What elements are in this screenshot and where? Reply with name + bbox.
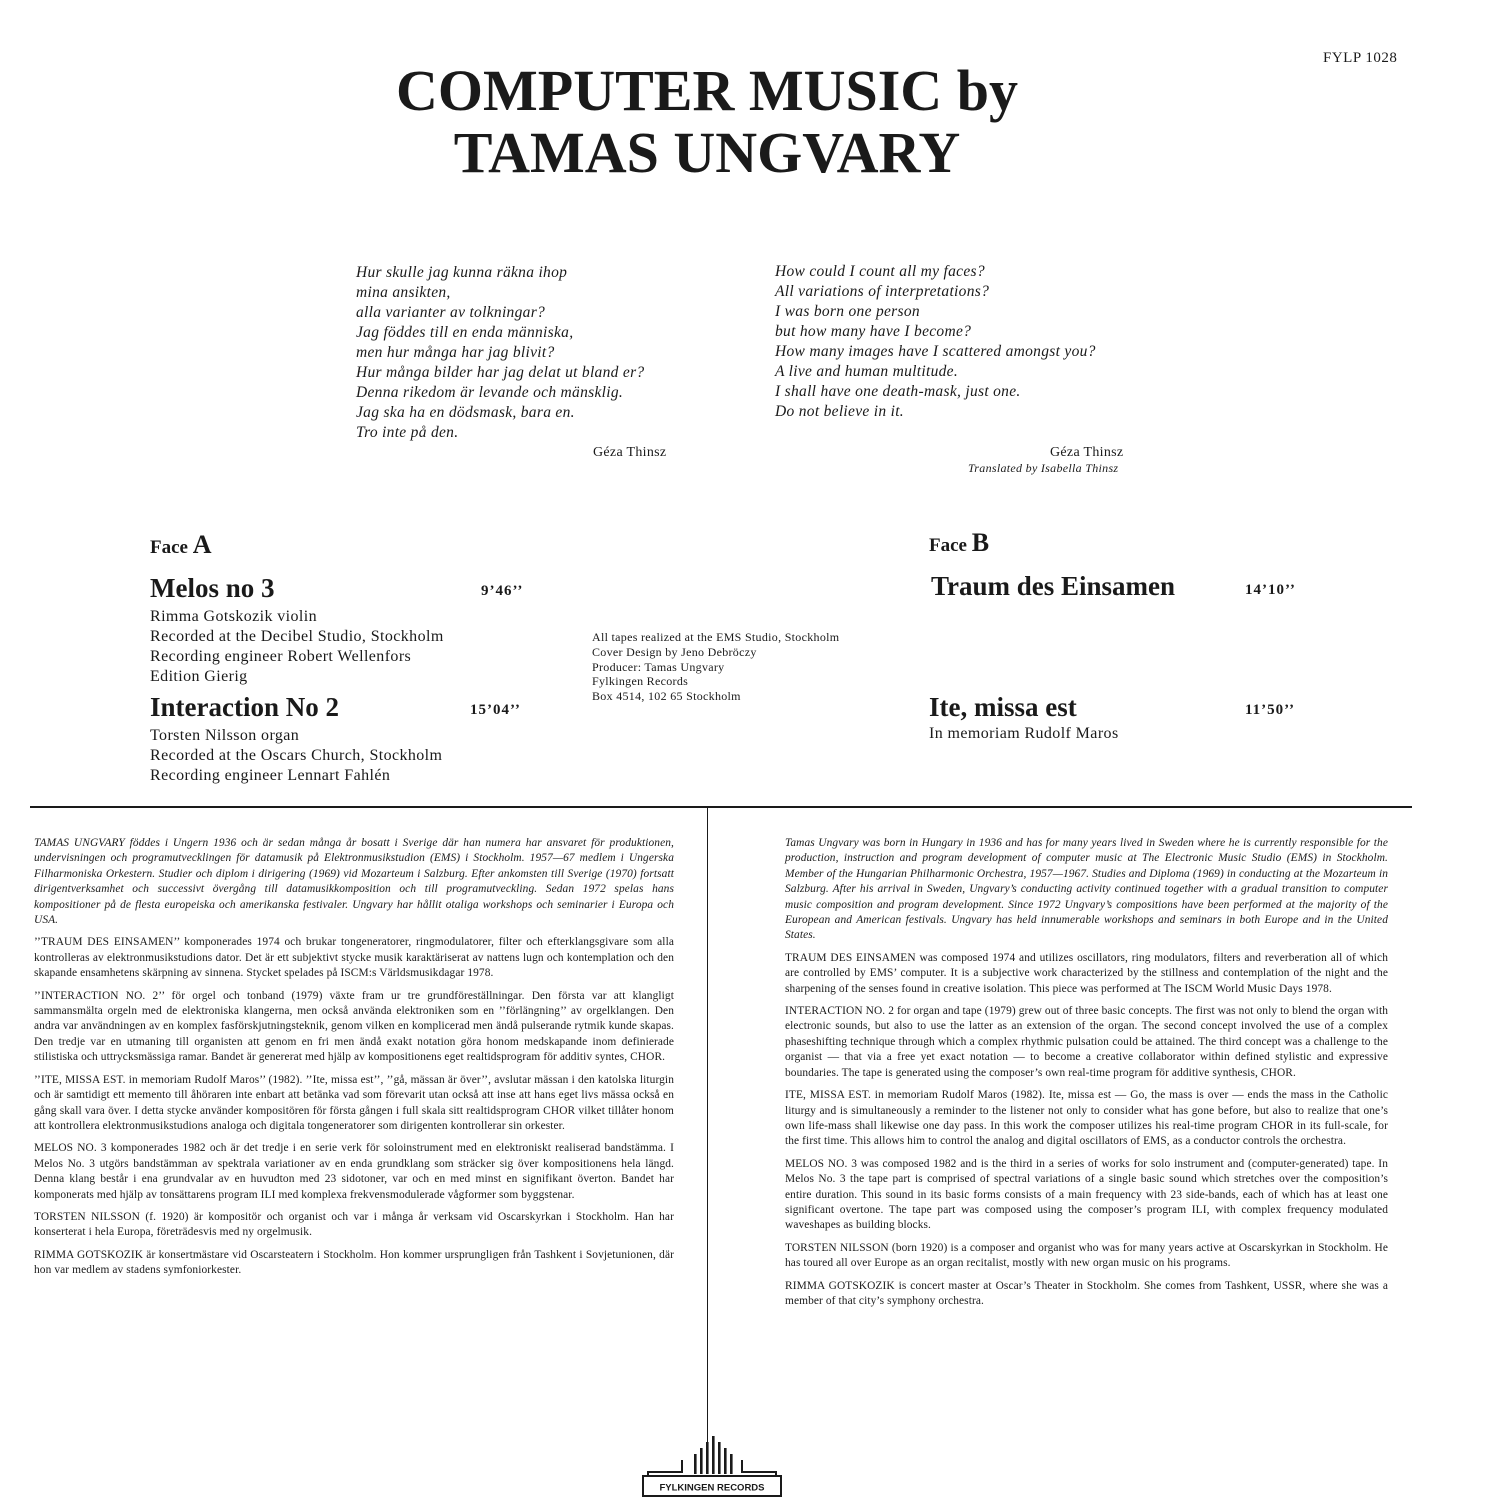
track-duration-melos: 9’46’’ [481, 583, 524, 599]
poem-line: Hur skulle jag kunna räkna ihop [356, 264, 568, 281]
horizontal-divider [30, 806, 1412, 808]
poem-line: alla varianter av tolkningar? [356, 304, 546, 321]
poem-line: Jag föddes till en enda människa, [356, 324, 574, 341]
face-letter: B [971, 528, 990, 557]
poem-translator: Translated by Isabella Thinsz [968, 461, 1119, 475]
production-line: Fylkingen Records [592, 674, 689, 689]
album-title [0, 60, 1414, 184]
poem-line: Denna rikedom är levande och mänsklig. [356, 384, 624, 401]
notes-paragraph: ’’INTERACTION NO. 2’’ för orgel och tonband (1979) växte fram ur tre grundföreställningar. Den första var att klangligt sammansmälta orgeln med de elektroniska klangerna, men också använda elektroniken som en ’’förlängning’’ av orgelklangen. Den andra var användningen av en komplex fasförskjutningsteknik, genom vilken en komplicerad men ändå pulserande rytmik kunde skapas. Den tredje var en utmaning till organisten att genom en fri men ändå exakt notation göra honom medskapande inom definierade stilistiska och uttrycksmässiga ramar. Bandet är genererat med hjälp av kompositionens eget realtidsprogram för additiv syntes, CHOR. [34, 989, 674, 1064]
production-line: Producer: Tamas Ungvary [592, 659, 725, 674]
credit-line: Recorded at the Decibel Studio, Stockholm [150, 628, 444, 645]
track-title-ite: Ite, missa est [929, 692, 1077, 722]
production-credits [592, 630, 839, 704]
poem-swedish [356, 263, 644, 443]
face-label: Face [150, 537, 188, 558]
face-a-heading [150, 530, 212, 560]
notes-paragraph: RIMMA GOTSKOZIK är konsertmästare vid Oscarsteatern i Stockholm. Hon kommer ursprungligen från Tashkent i Sovjetunionen, där hon var medlem av stadens symfoniorkester. [34, 1248, 674, 1277]
production-line: Box 4514, 102 65 Stockholm [592, 689, 741, 704]
poem-line: A live and human multitude. [775, 363, 959, 380]
notes-paragraph: ’’TRAUM DES EINSAMEN’’ komponerades 1974 och brukar tongeneratorer, ringmodulatorer, filter och efterklangsgivare som alla kontrolleras av elektronmusikstudions dator. Det är ett subjektivt stycke musik karaktäriserat av nattens lugn och kontemplation och den skapande ensamhetens skärpning av sinnena. Stycket spelades på ISCM:s Världsmusikdagar 1978. [34, 936, 674, 980]
face-label: Face [929, 535, 967, 556]
notes-paragraph: TORSTEN NILSSON (born 1920) is a composer and organist who was for many years active at Oscarskyrkan in Stockholm. He has toured all over Europe as an organ recitalist, mostly with new organ music on his programs. [785, 1241, 1388, 1270]
liner-notes-english [785, 836, 1388, 1316]
poem-author-swedish: Géza Thinsz [593, 445, 667, 460]
credit-line: Edition Gierig [150, 668, 248, 685]
track-title-traum: Traum des Einsamen [931, 571, 1176, 601]
notes-paragraph: Tamas Ungvary was born in Hungary in 1936 and has for many years lived in Sweden where he is currently responsible for the production, instruction and program development of computer music at The Electronic Music Studio (EMS) in Stockholm. Member of the Hungarian Philharmonic Orchestra, 1957—1967. Studies and Diploma (1969) in conducting at the Mozarteum in Salzburg. After his arrival in Sweden, Ungvary’s conducting activity continued together with a gradual transition to computer music composition and program development. Since 1972 Ungvary’s compositions have been performed at the majority of the European and American festivals. Ungvary has held innumerable workshops and seminars in both Europe and in the United States. [785, 837, 1388, 942]
poem-line: Jag ska ha en dödsmask, bara en. [356, 404, 575, 421]
production-line: All tapes realized at the EMS Studio, Stockholm [592, 630, 840, 644]
notes-paragraph: MELOS NO. 3 komponerades 1982 och är det tredje i en serie verk för soloinstrument med en elektroniskt realiserad bandstämma. I Melos No. 3 utgörs bandstämman av spektrala variationer av en enda grundklang som sträcker sig över kompositionens hela längd. Denna klang består i ena grundvalar av en huvudton med 23 sidotoner, var och en med minst en signifikant överton. Bandet har komponerats med hjälp av tonsättarens program ILI med komplexa frekvensmodulerade vågformer som byggstenar. [34, 1142, 674, 1201]
track-credits-melos [150, 607, 444, 687]
notes-paragraph: TAMAS UNGVARY föddes i Ungern 1936 och är sedan många år bosatt i Sverige där han numera har ansvaret för produktionen, undervisningen och programutvecklingen för datamusik på Elektronmusikstudion (EMS) i Stockholm. 1957—67 medlem i Ungerska Filharmoniska Orkestern. Studier och diplom i dirigering (1969) vid Mozarteum i Salzburg. Efter ankomsten till Sverige (1970) fortsatt dirigentverksamhet och successivt övergång till datamusikkomposition och till programutveckling. Sedan 1972 spelas hans kompositioner på de flesta europeiska och amerikanska festivaler. Ungvary har hållit otaliga workshops och seminarier i Europa och USA. [34, 837, 674, 927]
track-title-melos: Melos no 3 [150, 573, 275, 603]
poem-line: How many images have I scattered amongst you? [775, 343, 1096, 360]
album-title-line-1: COMPUTER MUSIC by [396, 58, 1018, 123]
track-credits-ite [929, 724, 1119, 744]
notes-paragraph: TRAUM DES EINSAMEN was composed 1974 and utilizes oscillators, ring modulators, filters and reverberation all of which are controlled by EMS’ computer. It is a subjective work characterized by the stillness and contemplation of the night and the sharpening of the senses found in creative isolation. This piece was performed at The ISCM World Music Days 1978. [785, 951, 1388, 995]
fylkingen-records-logo [642, 1436, 782, 1500]
poem-line: mina ansikten, [356, 284, 451, 301]
credit-line: Rimma Gotskozik violin [150, 608, 318, 625]
poem-author-english: Géza Thinsz [1050, 445, 1124, 460]
notes-paragraph: ’’ITE, MISSA EST. in memoriam Rudolf Maros’’ (1982). ’’Ite, missa est’’, ’’gå, mässan är över’’, avslutar mässan i den katolska liturgin och är samtidigt ett memento till åhöraren inte enbart att betänka vad som förevarit utan också att inse att hans eget livs mässa också en gång skall vara över. I detta stycke använder kompositören för första gången i full skala sitt realtidsprogram CHOR vilket tillåter honom att kontrollera elektronmusikstudions analoga och digitala tongeneratorer som dirigenten kontrollerar sin orkester. [34, 1073, 674, 1132]
poem-line: How could I count all my faces? [775, 263, 985, 280]
liner-notes-swedish [34, 836, 674, 1286]
poem-line: Do not believe in it. [775, 403, 904, 420]
track-credits-interaction [150, 726, 442, 786]
production-line: Cover Design by Jeno Debröczy [592, 644, 757, 659]
notes-paragraph: ITE, MISSA EST. in memoriam Rudolf Maros (1982). Ite, missa est — Go, the mass is over — ends the mass in the Catholic liturgy and is simultaneously a reminder to the listener not only to consider what has gone before, but also to realize that one’s own life-mass shall likewise one day pass. In this work the composer utilizes his real-time program CHOR in its full-scale, for the first time. This allows him to control the analog and digital oscillators of EMS, as a conductor controls the orchestra. [785, 1089, 1388, 1148]
face-letter: A [192, 530, 212, 559]
track-duration-traum: 14’10’’ [1245, 582, 1296, 598]
track-title-interaction: Interaction No 2 [150, 692, 339, 722]
track-duration-ite: 11’50’’ [1245, 702, 1296, 718]
poem-line: men hur många har jag blivit? [356, 344, 555, 361]
vertical-divider [707, 808, 708, 1463]
poem-english [775, 262, 1096, 422]
logo-text: FYLKINGEN RECORDS [659, 1482, 765, 1494]
poem-line: Tro inte på den. [356, 424, 459, 441]
notes-paragraph: TORSTEN NILSSON (f. 1920) är kompositör och organist och var i många år verksam vid Oscarskyrkan i Stockholm. Han har konserterat i hela Europa, företrädesvis med ny orgelmusik. [34, 1210, 674, 1239]
track-duration-interaction: 15’04’’ [470, 702, 521, 718]
poem-line: I was born one person [775, 303, 920, 320]
credit-line: In memoriam Rudolf Maros [929, 725, 1119, 742]
catalog-number: FYLP 1028 [1323, 50, 1398, 66]
album-title-line-2: TAMAS UNGVARY [453, 120, 961, 185]
notes-paragraph: MELOS NO. 3 was composed 1982 and is the third in a series of works for solo instrument and (computer-generated) tape. In Melos No. 3 the tape part is comprised of spectral variations of a single basic sound which stretches over the composition’s entire duration. This sound in its basic forms consists of a main frequency with 23 side-bands, each of which has at least one significant overtone. The tape part was composed using the composer’s program ILI, with complex frequency modulated waveshapes as building blocks. [785, 1157, 1388, 1232]
poem-line: I shall have one death-mask, just one. [775, 383, 1021, 400]
notes-paragraph: RIMMA GOTSKOZIK is concert master at Oscar’s Theater in Stockholm. She comes from Tashkent, USSR, where she was a member of that city’s symphony orchestra. [785, 1279, 1388, 1307]
credit-line: Recorded at the Oscars Church, Stockholm [150, 747, 443, 764]
credit-line: Recording engineer Robert Wellenfors [150, 648, 412, 665]
poem-line: but how many have I become? [775, 323, 972, 340]
poem-line: Hur många bilder har jag delat ut bland er? [356, 364, 645, 381]
credit-line: Torsten Nilsson organ [150, 727, 300, 744]
credit-line: Recording engineer Lennart Fahlén [150, 767, 391, 784]
face-b-heading [929, 528, 989, 558]
poem-line: All variations of interpretations? [775, 283, 990, 300]
notes-paragraph: INTERACTION NO. 2 for organ and tape (1979) grew out of three basic concepts. The first was not only to blend the organ with electronic sounds, but also to use the latter as an extension of the organ. The second concept involved the use of a complex phaseshifting technique through which a complex rhythmic pulsation could be attained. The third concept was a challenge to the organist — that via a free yet exact notation — to become a creative collaborator within defined stylistic and expressive boundaries. The tape is generated using the composer’s own real-time program för additive synthesis, CHOR. [785, 1005, 1388, 1079]
